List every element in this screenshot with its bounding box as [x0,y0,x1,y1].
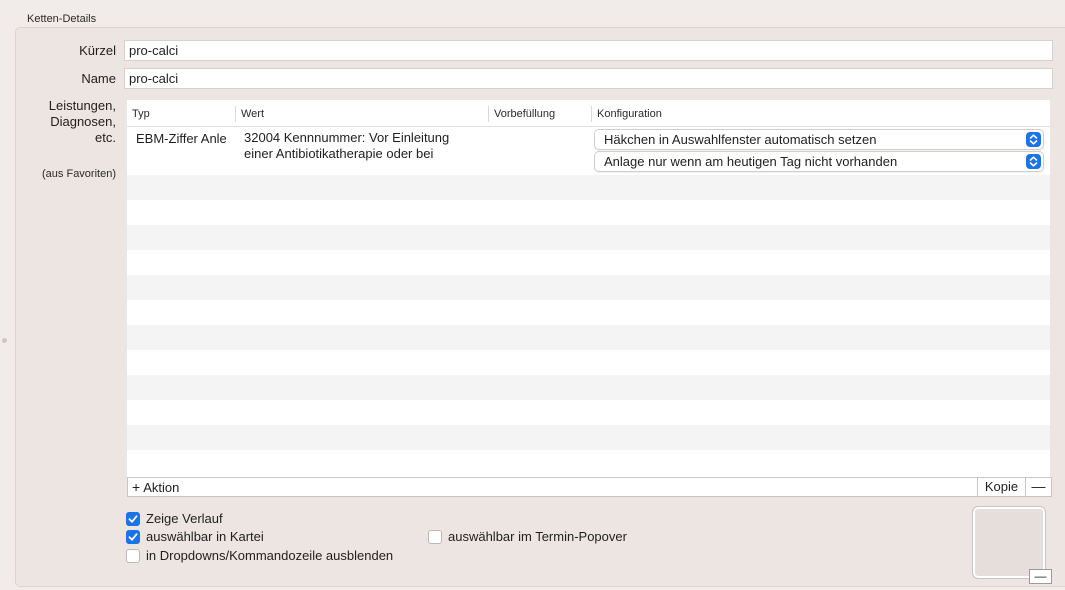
copy-button[interactable]: Kopie [977,478,1025,496]
plus-icon: + [132,479,141,495]
empty-row [127,200,1050,225]
kuerzel-input[interactable]: pro-calci [124,40,1053,61]
favorites-label: (aus Favoriten) [42,168,116,180]
column-header-wert[interactable]: Wert [235,106,489,122]
table-header [127,100,1050,127]
kuerzel-label: Kürzel [79,43,116,58]
empty-row [127,400,1050,425]
chevron-updown-icon [1026,154,1041,169]
option-auswaehlbar-kartei-label: auswählbar in Kartei [146,529,264,544]
column-header-typ[interactable]: Typ [132,108,150,120]
chevron-updown-icon [1026,132,1041,147]
checkbox-unchecked-icon[interactable] [126,549,140,563]
checkbox-unchecked-icon[interactable] [428,530,442,544]
config-popup-creation-value: Anlage nur wenn am heutigen Tag nicht vorhanden [604,154,898,169]
table-toolbar [127,477,1052,497]
add-action-button[interactable] [128,478,183,496]
services-label: Leistungen, Diagnosen, etc. [48,98,116,145]
empty-row [127,375,1050,400]
empty-row [127,350,1050,375]
option-dropdowns-ausblenden-label: in Dropdowns/Kommandozeile ausblenden [146,548,394,563]
empty-row [127,225,1050,250]
config-popup-checkmark[interactable] [594,129,1044,150]
add-action-label: Aktion [143,480,180,495]
row-wert-line-2: einer Antibiotikatherapie oder bei [244,146,434,161]
empty-row [127,175,1050,200]
option-auswaehlbar-termin-label: auswählbar im Termin-Popover [448,529,627,544]
resize-handle[interactable] [2,338,7,343]
name-input[interactable]: pro-calci [124,68,1053,89]
column-header-vorbefuellung[interactable]: Vorbefüllung [488,106,592,122]
config-popup-checkmark-value: Häkchen in Auswahlfenster automatisch setzen [604,132,877,147]
empty-row [127,300,1050,325]
column-header-konfiguration[interactable]: Konfiguration [591,106,1050,122]
remove-row-button[interactable]: — [1025,478,1051,496]
empty-row [127,425,1050,450]
empty-row [127,450,1050,475]
row-typ: EBM-Ziffer Anle [136,131,227,146]
section-title: Ketten-Details [27,13,97,25]
row-wert-line-1: 32004 Kennnummer: Vor Einleitung [244,130,450,145]
empty-row [127,250,1050,275]
checkbox-checked-icon[interactable] [126,512,140,526]
config-popup-creation[interactable] [594,151,1044,172]
empty-row [127,275,1050,300]
empty-row [127,325,1050,350]
image-well-remove-button[interactable]: — [1029,569,1052,584]
checkbox-checked-icon[interactable] [126,530,140,544]
option-zeige-verlauf-label: Zeige Verlauf [146,511,223,526]
name-label: Name [81,71,116,86]
